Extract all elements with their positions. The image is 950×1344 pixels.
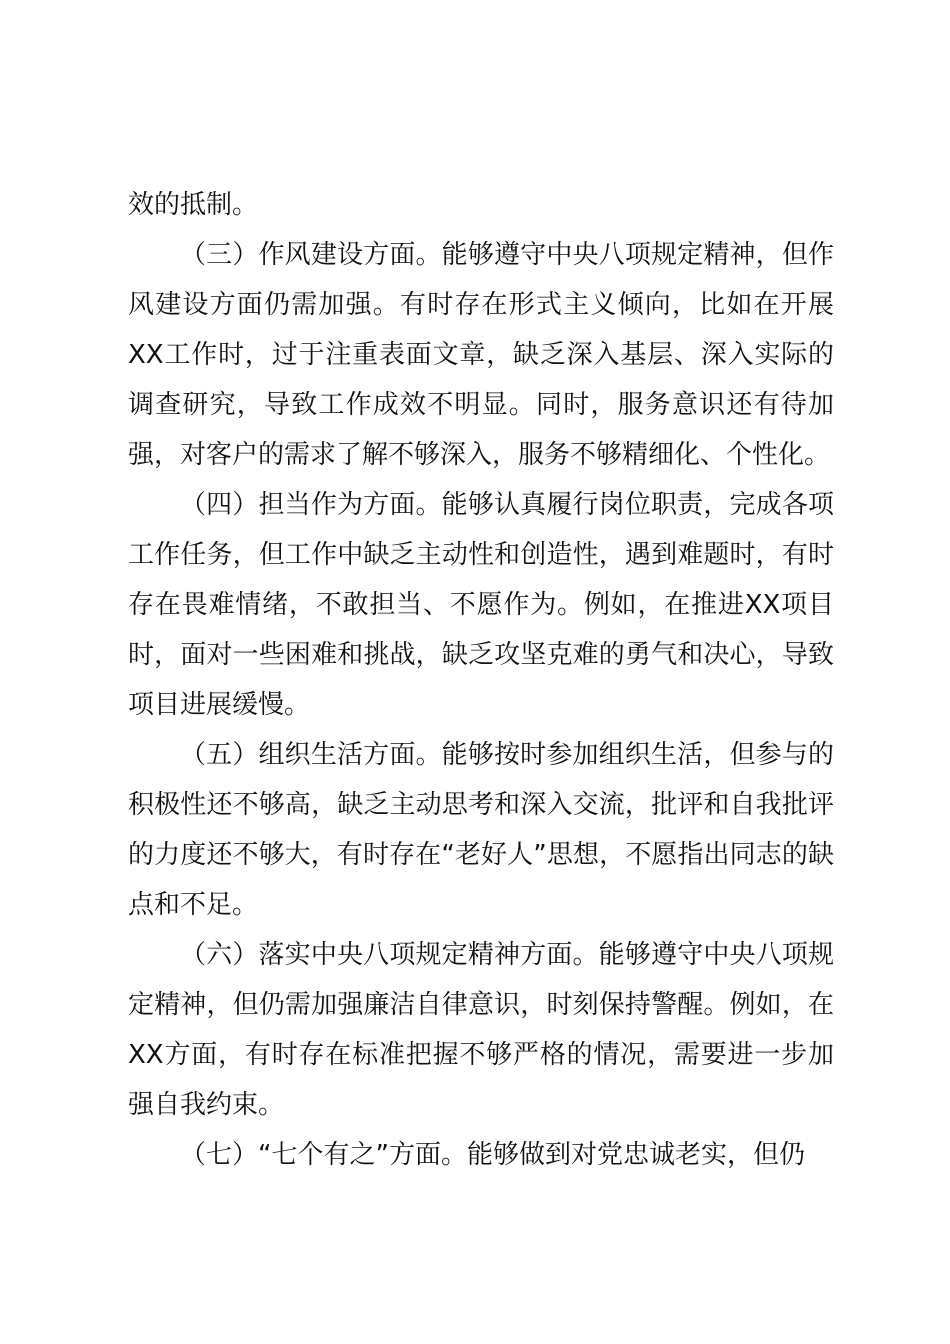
paragraph-organizational-life: （五）组织生活方面。能够按时参加组织生活，但参与的积极性还不够高，缺乏主动思考和深入交流，批评和自我批评的力度还不够大，有时存在“老好人”思想，不愿指出同志的缺点和不足。 [128,740,834,920]
paragraph-responsibility: （四）担当作为方面。能够认真履行岗位职责，完成各项工作任务，但工作中缺乏主动性和创造性，遇到难题时，有时存在畏难情绪，不敢担当、不愿作为。例如，在推进XX项目时，面对一些困难和挑战，缺乏攻坚克难的勇气和决心，导致项目进展缓慢。 [128,490,834,720]
paragraph-seven-issues: （七）“七个有之”方面。能够做到对党忠诚老实，但仍 [180,1140,805,1170]
document-body [128,180,834,1180]
paragraph-eight-regulations: （六）落实中央八项规定精神方面。能够遵守中央八项规定精神，但仍需加强廉洁自律意识，时刻保持警醒。例如，在XX方面，有时存在标准把握不够严格的情况，需要进一步加强自我约束。 [128,940,834,1120]
paragraph-work-style: （三）作风建设方面。能够遵守中央八项规定精神，但作风建设方面仍需加强。有时存在形式主义倾向，比如在开展XX工作时，过于注重表面文章，缺乏深入基层、深入实际的调查研究，导致工作成效不明显。同时，服务意识还有待加强，对客户的需求了解不够深入，服务不够精细化、个性化。 [128,240,834,470]
paragraph-continuation: 效的抵制。 [128,190,259,220]
